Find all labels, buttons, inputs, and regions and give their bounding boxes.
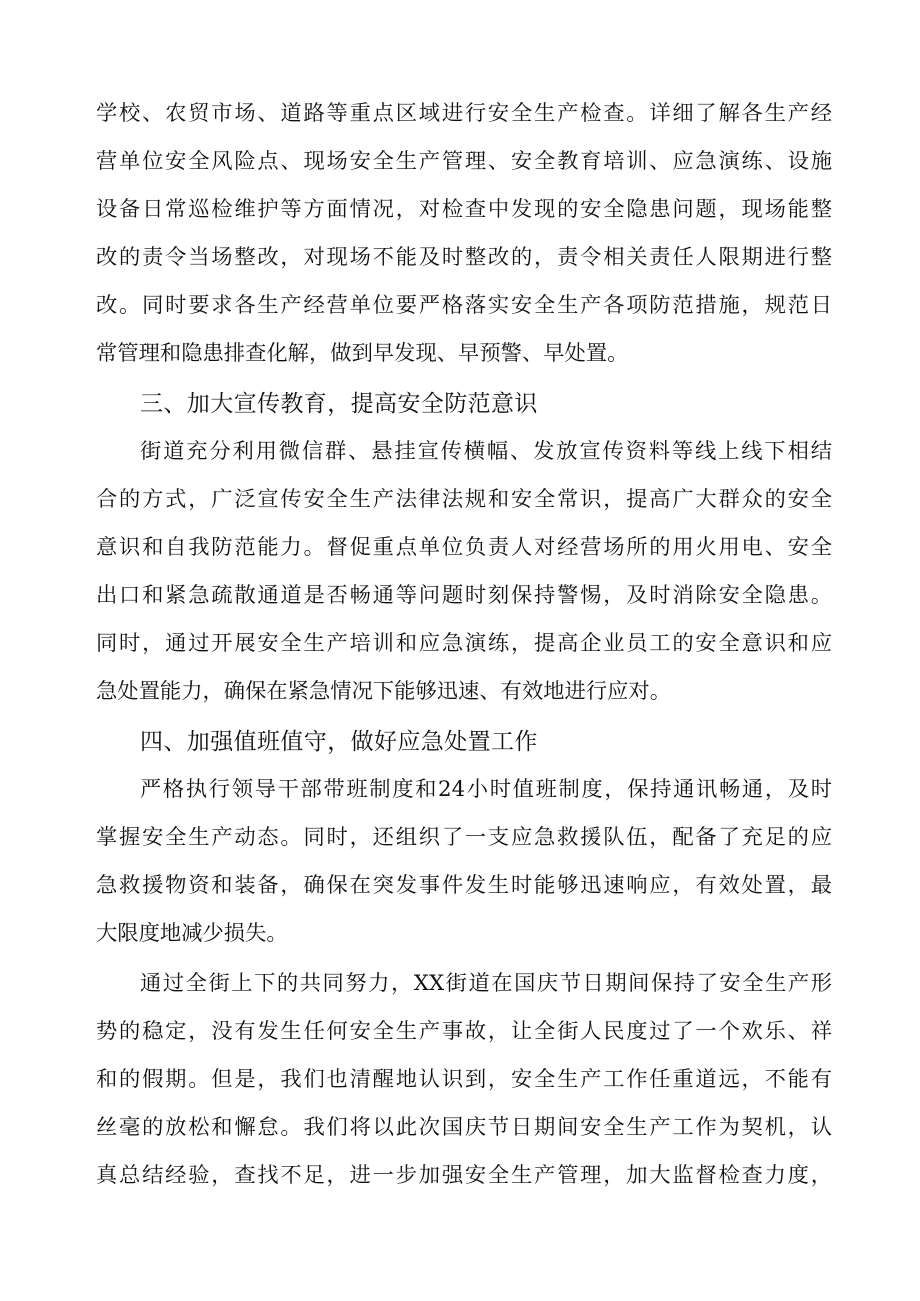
paragraph-line: 街道充分利用微信群、悬挂宣传横幅、发放宣传资料等线上线下相结 xyxy=(140,439,832,464)
paragraph-line: 严格执行领导干部带班制度和24小时值班制度，保持通讯畅通，及时 xyxy=(140,777,832,802)
paragraph-line: 同时，通过开展安全生产培训和应急演练，提高企业员工的安全意识和应 xyxy=(96,631,832,656)
paragraph-line: 意识和自我防范能力。督促重点单位负责人对经营场所的用火用电、安全 xyxy=(96,535,832,560)
paragraph-line: 真总结经验，查找不足，进一步加强安全生产管理，加大监督检查力度， xyxy=(96,1163,832,1188)
paragraph-line: 急救援物资和装备，确保在突发事件发生时能够迅速响应，有效处置，最 xyxy=(96,873,832,898)
section-heading: 四、加强值班值守，做好应急处置工作 xyxy=(140,729,538,755)
paragraph-line: 势的稳定，没有发生任何安全生产事故，让全街人民度过了一个欢乐、祥 xyxy=(96,1019,832,1044)
paragraph-line: 掌握安全生产动态。同时，还组织了一支应急救援队伍，配备了充足的应 xyxy=(96,825,832,850)
paragraph-line: 营单位安全风险点、现场安全生产管理、安全教育培训、应急演练、设施 xyxy=(96,149,832,174)
paragraph-line: 改的责令当场整改，对现场不能及时整改的，责令相关责任人限期进行整 xyxy=(96,245,832,270)
paragraph-line: 学校、农贸市场、道路等重点区域进行安全生产检查。详细了解各生产经 xyxy=(96,101,832,126)
paragraph-line: 常管理和隐患排查化解，做到早发现、早预警、早处置。 xyxy=(96,341,629,366)
paragraph-line: 出口和紧急疏散通道是否畅通等问题时刻保持警惕，及时消除安全隐患。 xyxy=(96,583,832,608)
paragraph-line: 通过全街上下的共同努力，XX街道在国庆节日期间保持了安全生产形 xyxy=(140,971,832,996)
paragraph-line: 丝毫的放松和懈怠。我们将以此次国庆节日期间安全生产工作为契机，认 xyxy=(96,1115,832,1140)
section-heading: 三、加大宣传教育，提高安全防范意识 xyxy=(140,391,538,417)
paragraph-line: 改。同时要求各生产经营单位要严格落实安全生产各项防范措施，规范日 xyxy=(96,293,832,318)
paragraph-line: 和的假期。但是，我们也清醒地认识到，安全生产工作任重道远，不能有 xyxy=(96,1067,832,1092)
paragraph-line: 急处置能力，确保在紧急情况下能够迅速、有效地进行应对。 xyxy=(96,679,672,704)
paragraph-line: 合的方式，广泛宣传安全生产法律法规和安全常识，提高广大群众的安全 xyxy=(96,487,832,512)
paragraph-line: 设备日常巡检维护等方面情况，对检查中发现的安全隐患问题，现场能整 xyxy=(96,197,832,222)
paragraph-line: 大限度地减少损失。 xyxy=(96,921,288,946)
